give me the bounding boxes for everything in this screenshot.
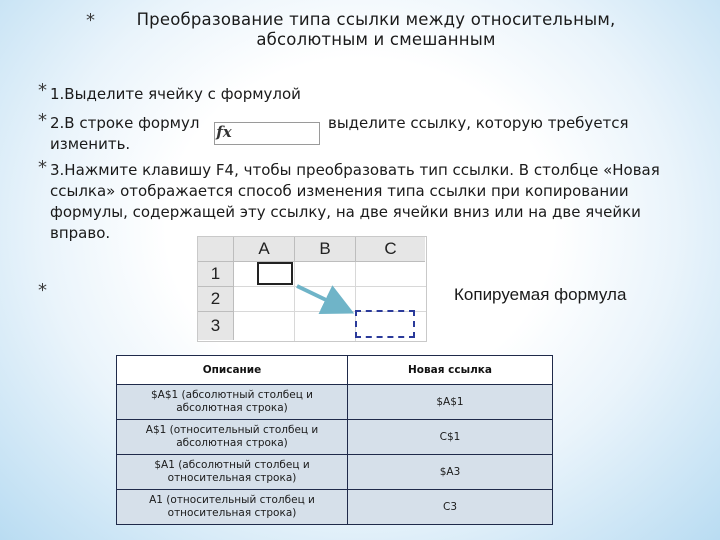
step-1-text: 1.Выделите ячейку с формулой (50, 85, 301, 103)
title-line-2: абсолютным и смешанным (256, 30, 496, 49)
step-2-text-left: 2.В строке формул (50, 114, 200, 132)
table-cell-new-ref: $A$1 (348, 385, 553, 420)
table-cell-description: A$1 (относительный столбец и абсолютная строка) (117, 420, 348, 455)
row-header-3: 3 (198, 312, 234, 340)
step-1-bullet: * (38, 80, 47, 101)
step-3-line: формулы, содержащей эту ссылку, на две ячейки вниз или на две ячейки (50, 203, 641, 221)
table-row (117, 420, 553, 455)
copy-arrow-icon (197, 236, 425, 340)
step-2-text-right: выделите ссылку, которую требуется (328, 114, 629, 132)
column-header-c: C (356, 237, 425, 262)
table-cell-new-ref: C3 (348, 490, 553, 525)
table-cell-description: $A1 (абсолютный столбец и относительная строка) (117, 455, 348, 490)
title-bullet: * (86, 10, 95, 31)
table-cell-description: A1 (относительный столбец и относительная строка) (117, 490, 348, 525)
empty-bullet: * (38, 280, 47, 301)
table-row (117, 490, 553, 525)
table-row (117, 455, 553, 490)
table-row (117, 385, 553, 420)
column-header-b: B (295, 237, 356, 262)
reference-table (116, 355, 553, 525)
fx-icon: fx (216, 123, 232, 141)
column-header-a: A (234, 237, 295, 262)
step-2-bullet: * (38, 110, 47, 131)
step-3-line: вправо. (50, 224, 111, 242)
table-cell-new-ref: C$1 (348, 420, 553, 455)
step-3-line: ссылка» отображается способ изменения типа ссылки при копировании (50, 182, 629, 200)
table-header-description: Описание (117, 356, 348, 385)
table-cell-new-ref: $A3 (348, 455, 553, 490)
copied-formula-label: Копируемая формула (454, 285, 627, 304)
step-2-text-continued: изменить. (50, 135, 131, 153)
step-3-line: 3.Нажмите клавишу F4, чтобы преобразовать тип ссылки. В столбце «Новая (50, 161, 660, 179)
step-3-text (50, 160, 710, 244)
row-header-1: 1 (198, 262, 234, 287)
table-cell-description: $A$1 (абсолютный столбец и абсолютная строка) (117, 385, 348, 420)
step-3-bullet: * (38, 157, 47, 178)
title-line-1: Преобразование типа ссылки между относительным, (136, 10, 616, 29)
table-header-new-ref: Новая ссылка (348, 356, 553, 385)
row-header-2: 2 (198, 287, 234, 312)
slide-title (96, 10, 656, 50)
